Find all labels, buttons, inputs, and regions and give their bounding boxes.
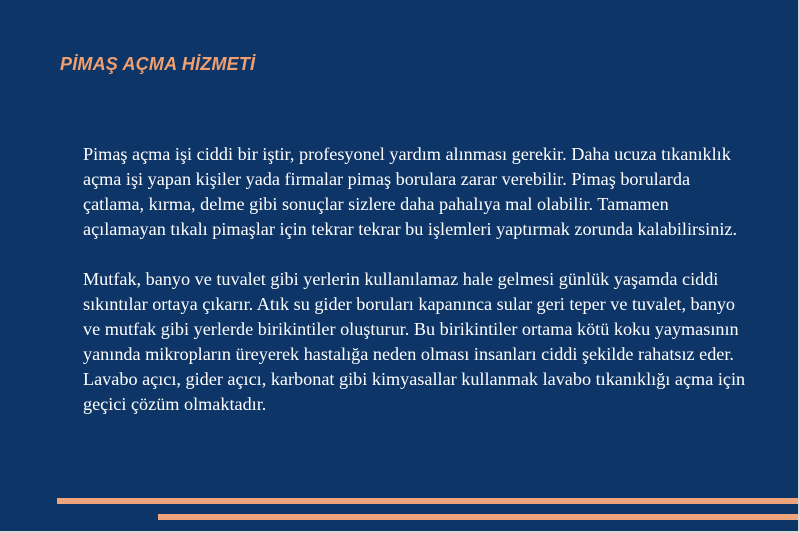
accent-line-upper: [57, 498, 798, 504]
slide-body: [83, 142, 755, 417]
body-paragraph-2: Mutfak, banyo ve tuvalet gibi yerlerin kullanılamaz hale gelmesi günlük yaşamda ciddi sıkıntılar ortaya çıkarır. Atık su gider boruları kapanınca sular geri teper ve tuvalet, banyo ve mutfak gibi yerlerde birikintiler oluşturur. Bu birikintiler ortama kötü koku yaymasının yanında mikropların üreyerek hastalığa neden olması insanları ciddi şekilde rahatsız eder. Lavabo açıcı, gider açıcı, karbonat gibi kimyasallar kullanmak lavabo tıkanıklığı açma için geçici çözüm olmaktadır.: [83, 269, 746, 414]
accent-line-lower: [158, 514, 798, 520]
body-paragraph-1: Pimaş açma işi ciddi bir iştir, profesyonel yardım alınması gerekir. Daha ucuza tıkanıklık açma işi yapan kişiler yada firmalar pimaş borulara zarar verebilir. Pimaş borularda çatlama, kırma, delme gibi sonuçlar sizlere daha pahalıya mal olabilir. Tamamen açılamayan tıkalı pimaşlar için tekrar tekrar bu işlemleri yaptırmak zorunda kalabilirsiniz.: [83, 144, 737, 239]
slide-title: PİMAŞ AÇMA HİZMETİ: [60, 54, 256, 74]
